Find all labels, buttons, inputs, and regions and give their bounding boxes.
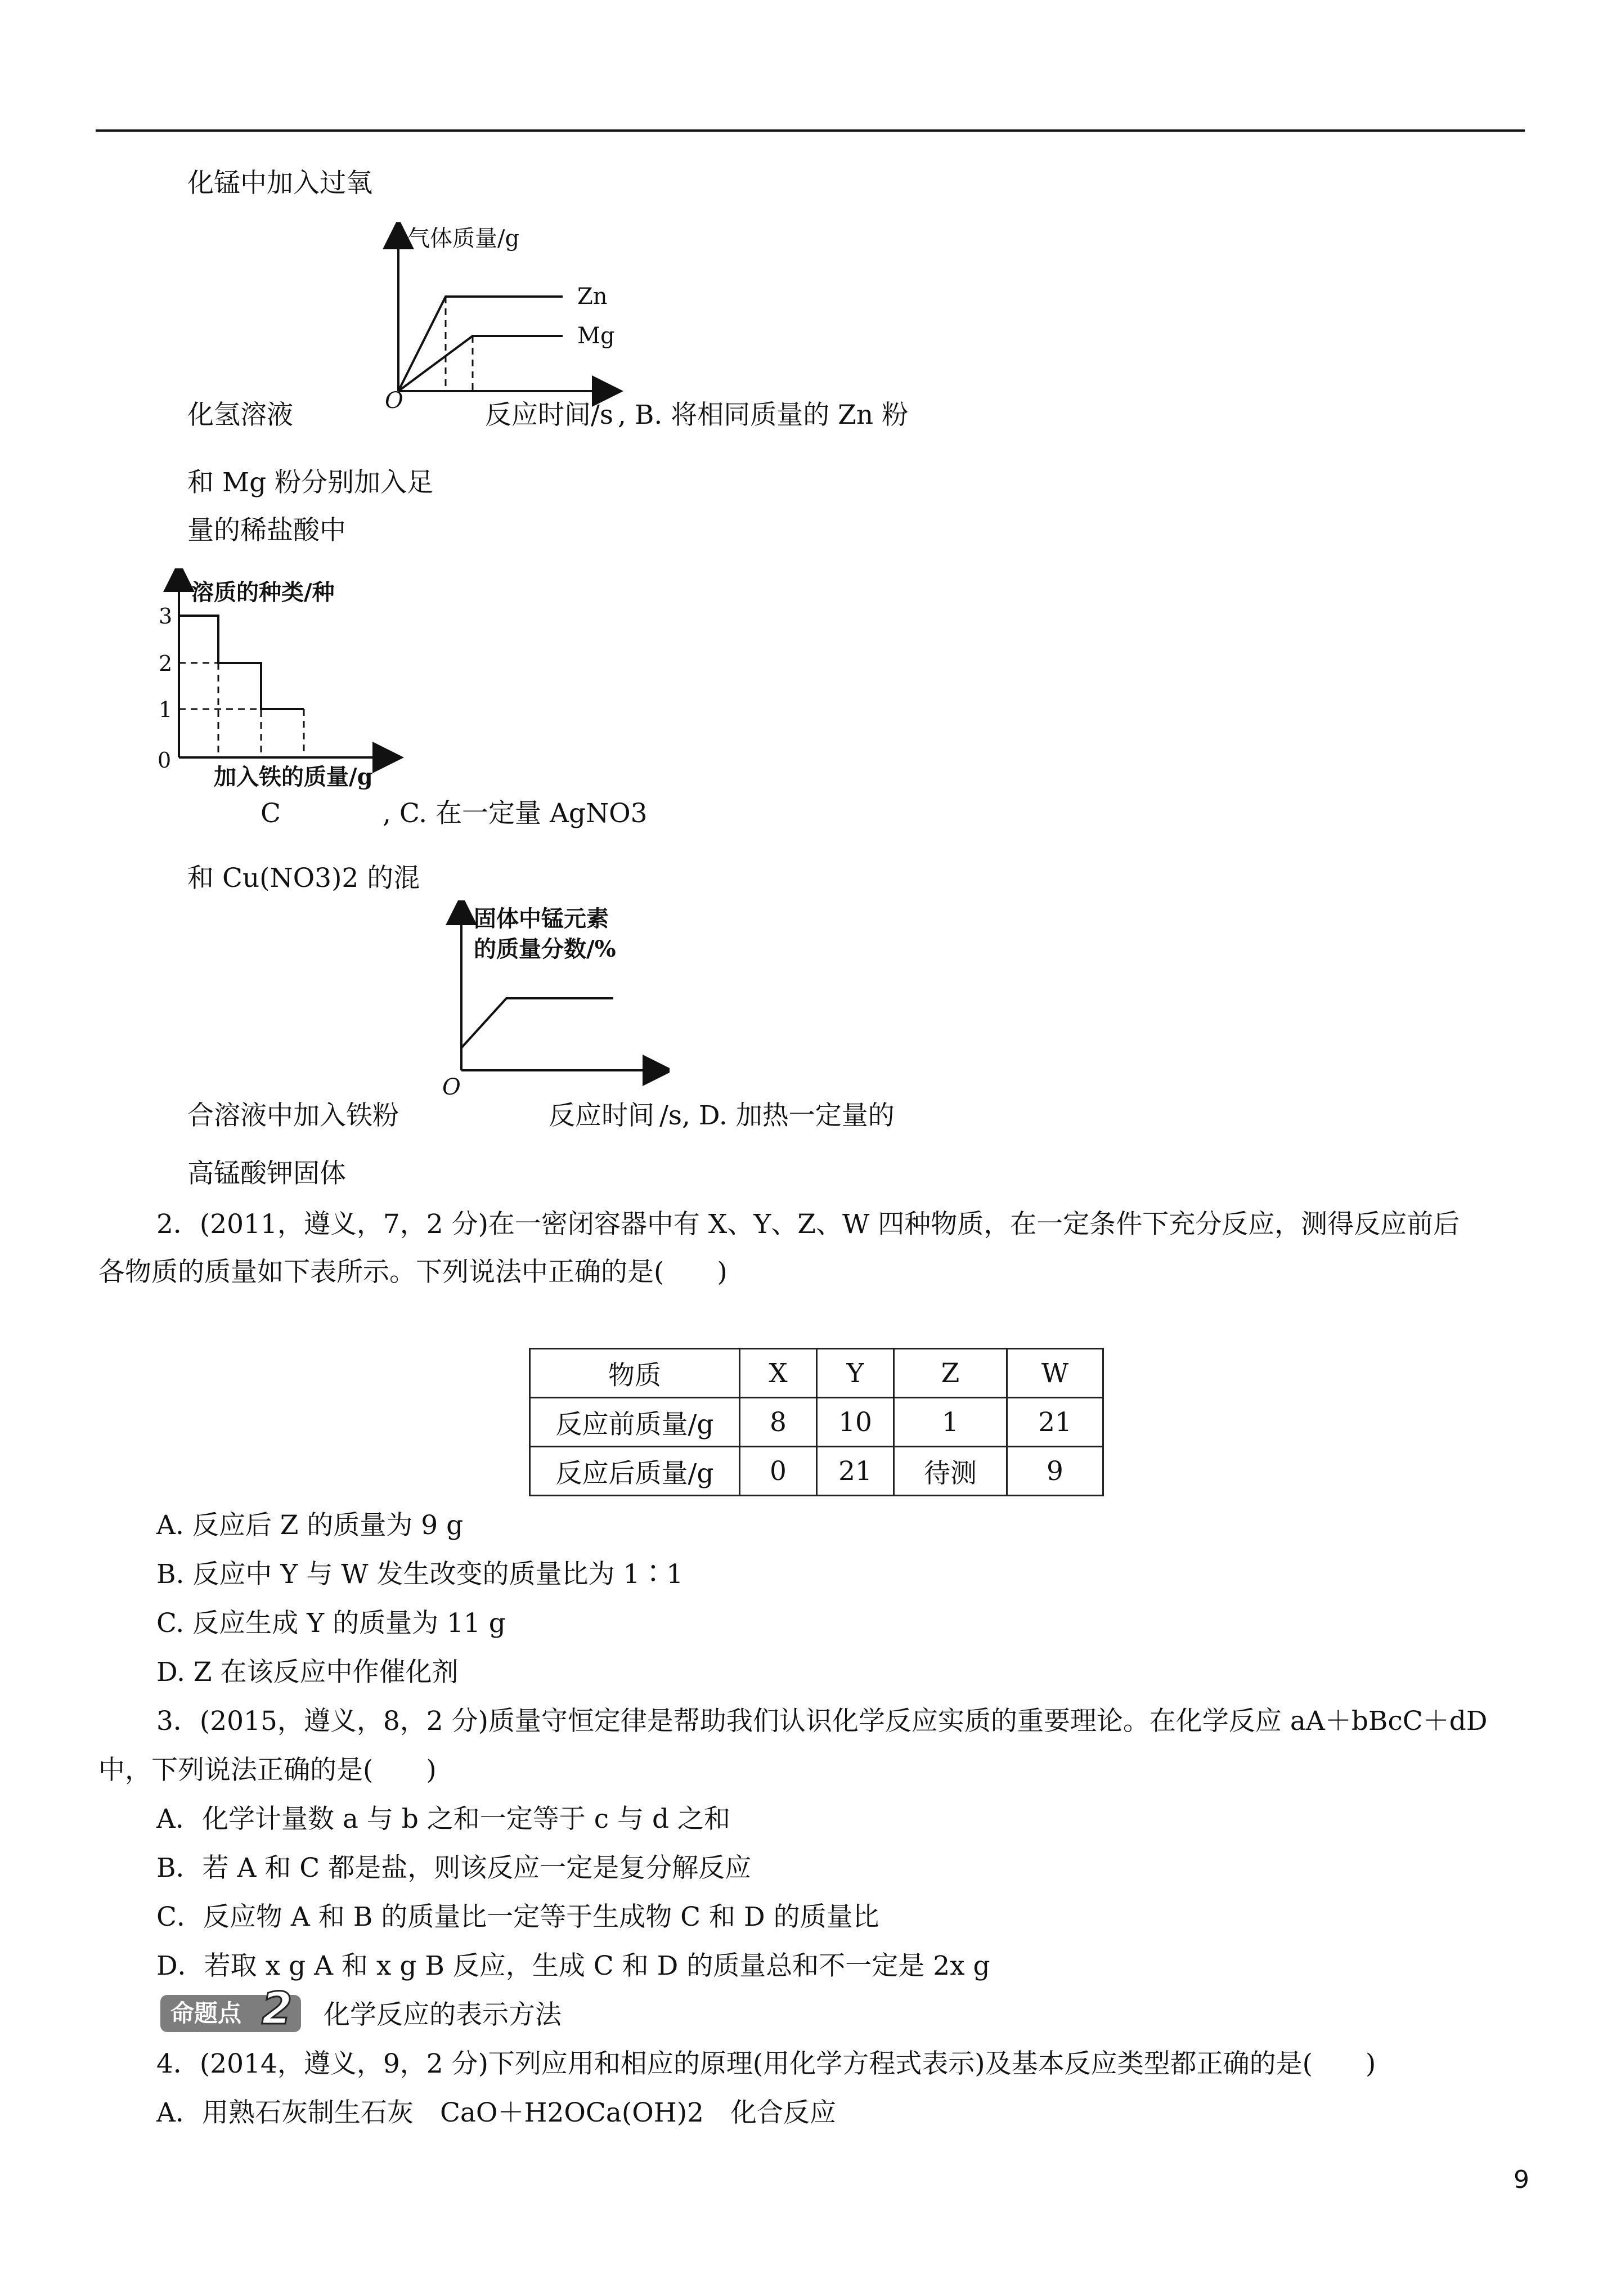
q3-option-a: A．化学计量数 a 与 b 之和一定等于 c 与 d 之和: [156, 1804, 730, 1835]
graph-c-tick-2: 2: [159, 651, 173, 676]
table-cell: 反应后质量/g: [530, 1447, 740, 1496]
table-cell: 10: [817, 1398, 894, 1447]
table-cell: 8: [740, 1398, 817, 1447]
q1-option-c-label: , C. 在一定量 AgNO3: [383, 798, 648, 829]
table-cell: 待测: [894, 1447, 1007, 1496]
q2-option-d: D. Z 在该反应中作催化剂: [156, 1657, 459, 1688]
graph-b-line-zn: [398, 297, 563, 391]
graph-d: [433, 900, 670, 1103]
q3-stem-line2: 中，下列说法正确的是( ): [98, 1755, 437, 1786]
section-badge-number: 2: [262, 1984, 293, 2034]
graph-c-letter: C: [261, 798, 281, 829]
q1-a-continuation: 化锰中加入过氧: [187, 168, 372, 199]
table-row: [530, 1447, 1103, 1496]
table-row: [530, 1349, 1103, 1398]
graph-b-origin: O: [385, 388, 403, 414]
graph-c-step-line: [179, 616, 304, 709]
q1-option-d-line2: 高锰酸钾固体: [187, 1158, 346, 1189]
q1-option-b-line2: 和 Mg 粉分别加入足: [187, 467, 434, 498]
q4-option-a: A．用熟石灰制生石灰 CaO＋H2OCa(OH)2 化合反应: [156, 2097, 836, 2128]
q3-option-b: B．若 A 和 C 都是盐，则该反应一定是复分解反应: [156, 1853, 752, 1884]
graph-c-origin: 0: [158, 748, 172, 773]
table-header-cell: Y: [817, 1349, 894, 1398]
q1-option-c-line3: 合溶液中加入铁粉: [187, 1100, 399, 1131]
q3-option-c: C．反应物 A 和 B 的质量比一定等于生成物 C 和 D 的质量比: [156, 1902, 879, 1932]
graph-c-tick-1: 1: [159, 697, 173, 722]
section-badge: 命题点: [160, 1995, 301, 2032]
graph-b-series-zn: Zn: [577, 284, 608, 310]
q2-option-a: A. 反应后 Z 的质量为 9 g: [156, 1510, 464, 1541]
q1-option-c-line2: 和 Cu(NO3)2 的混: [187, 863, 420, 894]
q1-option-b-line3: 量的稀盐酸中: [187, 515, 346, 546]
graph-b-series-mg: Mg: [577, 323, 615, 349]
table-cell: 21: [817, 1447, 894, 1496]
q3-option-d: D．若取 x g A 和 x g B 反应，生成 C 和 D 的质量总和不一定是 2x g: [156, 1950, 990, 1981]
header-rule: [96, 129, 1525, 132]
graph-d-line: [461, 998, 613, 1048]
q1-option-d-label: /s, D. 加热一定量的: [659, 1100, 895, 1131]
q1-option-b-label: , B. 将相同质量的 Zn 粉: [618, 400, 909, 430]
page-number: 9: [1514, 2165, 1529, 2194]
table-header-cell: Z: [894, 1349, 1007, 1398]
q2-stem-line2: 各物质的质量如下表所示。下列说法中正确的是( ): [98, 1257, 728, 1288]
q2-stem-line1: 2．(2011，遵义，7，2 分)在一密闭容器中有 X、Y、Z、W 四种物质，在一定条件下充分反应，测得反应前后: [156, 1209, 1460, 1240]
table-cell: 反应前质量/g: [530, 1398, 740, 1447]
q3-stem-line1: 3．(2015，遵义，8，2 分)质量守恒定律是帮助我们认识化学反应实质的重要理论。在化学反应 aA＋bBcC＋dD: [156, 1706, 1488, 1737]
table-cell: 9: [1007, 1447, 1103, 1496]
table-cell: 0: [740, 1447, 817, 1496]
table-header-cell: 物质: [530, 1349, 740, 1398]
graph-d-ylabel-1: 固体中锰元素: [474, 905, 609, 932]
graph-b-xlabel: 反应时间/s: [485, 400, 613, 430]
table-cell: 21: [1007, 1398, 1103, 1447]
graph-d-origin: O: [442, 1074, 461, 1100]
graph-d-xlabel: 反应时间: [549, 1100, 654, 1131]
section-title: 化学反应的表示方法: [324, 1999, 562, 2030]
q2-option-b: B. 反应中 Y 与 W 发生改变的质量比为 1∶1: [156, 1559, 684, 1590]
q1-a-continuation-2: 化氢溶液: [187, 400, 293, 430]
q2-table: [529, 1348, 1104, 1496]
graph-b-ylabel: 气体质量/g: [407, 226, 520, 252]
graph-c-tick-3: 3: [159, 604, 173, 629]
table-cell: 1: [894, 1398, 1007, 1447]
graph-d-ylabel-2: 的质量分数/%: [474, 936, 616, 962]
q2-option-c: C. 反应生成 Y 的质量为 11 g: [156, 1608, 506, 1639]
graph-c-ylabel: 溶质的种类/种: [191, 579, 335, 606]
graph-c-xlabel: 加入铁的质量/g: [214, 764, 373, 790]
table-header-cell: W: [1007, 1349, 1103, 1398]
graph-c: [158, 568, 405, 793]
q4-stem: 4．(2014，遵义，9，2 分)下列应用和相应的原理(用化学方程式表示)及基本反应类型都正确的是( ): [156, 2048, 1376, 2079]
table-header-cell: X: [740, 1349, 817, 1398]
table-row: [530, 1398, 1103, 1447]
